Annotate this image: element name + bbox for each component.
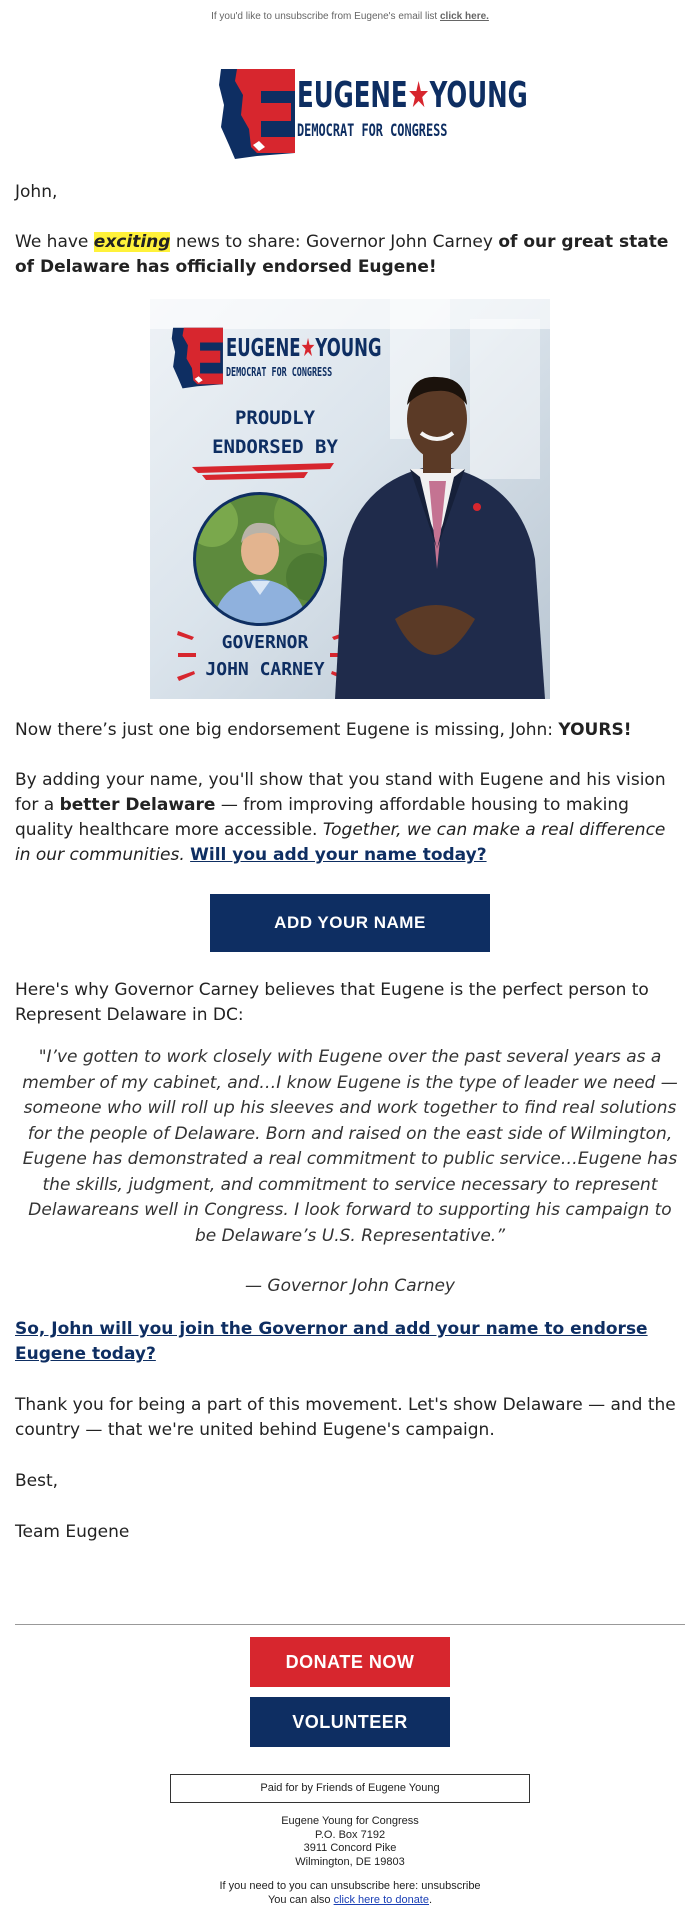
footer-address [0, 1815, 700, 1869]
missing-text: Now there’s just one big endorsement Eugene is missing, John: [15, 720, 559, 740]
intro-highlight: exciting [93, 232, 171, 252]
join-governor-link[interactable]: So, John will you join the Governor and add your name to endorse Eugene today? [15, 1319, 648, 1364]
adding-italic: Together, we can make a real difference in our communities. [15, 820, 666, 865]
campaign-logo [215, 65, 528, 160]
footer-po-box: P.O. Box 7192 [314, 1828, 386, 1841]
adding-name-paragraph [15, 768, 685, 868]
donate-now-button[interactable]: DONATE NOW [250, 1637, 450, 1687]
red-brush-stroke [188, 459, 338, 481]
volunteer-button[interactable]: VOLUNTEER [250, 1697, 450, 1747]
signature: Team Eugene [15, 1522, 130, 1542]
greeting: John, [15, 182, 58, 202]
missing-endorsement-paragraph [15, 718, 685, 743]
footer-unsubscribe [0, 1880, 700, 1907]
governor-line2: JOHN CARNEY [205, 659, 325, 680]
footer-city: Wilmington, DE 19803 [295, 1855, 405, 1868]
intro-bold: of our great state of Delaware has officially endorsed Eugene! [15, 232, 669, 277]
intro-part1: We have [15, 232, 94, 252]
footer-street: 3911 Concord Pike [303, 1842, 397, 1854]
logo-name-left: EUGENE [297, 75, 408, 116]
footer-donate-suffix: . [428, 1893, 433, 1906]
why-paragraph: Here's why Governor Carney believes that Eugene is the perfect person to Represent Delaware in DC: [15, 980, 649, 1025]
logo-tagline: DEMOCRAT FOR CONGRESS [297, 121, 448, 141]
red-accent-marks-left [176, 629, 198, 685]
missing-bold: YOURS! [558, 720, 632, 740]
delaware-map-icon [168, 325, 224, 389]
add-name-link[interactable]: Will you add your name today? [190, 845, 487, 865]
quote-attribution: — Governor John Carney [245, 1276, 455, 1296]
top-unsubscribe-note [0, 11, 700, 22]
adding-bold: better Delaware [59, 795, 216, 815]
logo-wordmark [297, 75, 528, 116]
star-icon: ★ [407, 75, 430, 116]
intro-part2: news to share: Governor John Carney [170, 232, 499, 252]
footer-divider [15, 1624, 685, 1625]
proudly-line2: ENDORSED BY [212, 436, 338, 458]
hero-logo-name-left: EUGENE [226, 333, 301, 362]
governor-name-text [190, 629, 340, 683]
footer-donate-line [0, 1894, 700, 1908]
proudly-line1: PROUDLY [234, 407, 316, 429]
adding-part2: — from improving affordable housing to making quality healthcare more accessible. [15, 795, 629, 840]
star-icon: ★ [300, 333, 316, 362]
governor-portrait [192, 491, 328, 627]
footer-org: Eugene Young for Congress [281, 1815, 419, 1827]
hero-logo-name-right: YOUNG [315, 333, 382, 362]
adding-part1: By adding your name, you'll show that you stand with Eugene and his vision for a [15, 770, 666, 815]
paid-for-disclaimer: Paid for by Friends of Eugene Young [170, 1774, 530, 1803]
unsubscribe-prefix: If you'd like to unsubscribe from Eugene's email list [211, 11, 438, 22]
governor-quote: "I’ve gotten to work closely with Eugene over the past several years as a member of my cabinet, and…I know Eugene is the type of leader we need — someone who will roll up his sleeves and work together to find real solutions for the people of Delaware. Born and raised on the east side of Wilmington, Eugene has demonstrated a real commitment to public service…Eugene has the skills, judgment, and commitment to service necessary to represent Delawareans well in Congress. I look forward to supporting his campaign to be Delaware’s U.S. Representative.” [22, 1047, 678, 1246]
join-paragraph [15, 1317, 685, 1367]
footer-donate-prefix: You can also [267, 1893, 334, 1906]
governor-line1: GOVERNOR [221, 632, 309, 653]
footer-donate-link[interactable]: click here to donate [333, 1893, 429, 1906]
candidate-photo [325, 369, 550, 699]
intro-paragraph [15, 230, 685, 280]
logo-name-right: YOUNG [429, 75, 528, 116]
hero-logo-wordmark [226, 333, 382, 362]
delaware-map-icon [215, 65, 295, 160]
unsubscribe-link[interactable]: click here. [440, 11, 489, 22]
endorsement-image [150, 299, 550, 699]
hero-logo-tagline: DEMOCRAT FOR CONGRESS [226, 365, 333, 379]
signoff: Best, [15, 1471, 59, 1491]
add-your-name-button[interactable]: ADD YOUR NAME [210, 894, 490, 952]
thanks-paragraph: Thank you for being a part of this movement. Let's show Delaware — and the country — that we're united behind Eugene's campaign. [15, 1395, 676, 1440]
footer-unsub-text: If you need to you can unsubscribe here: unsubscribe [219, 1880, 481, 1892]
